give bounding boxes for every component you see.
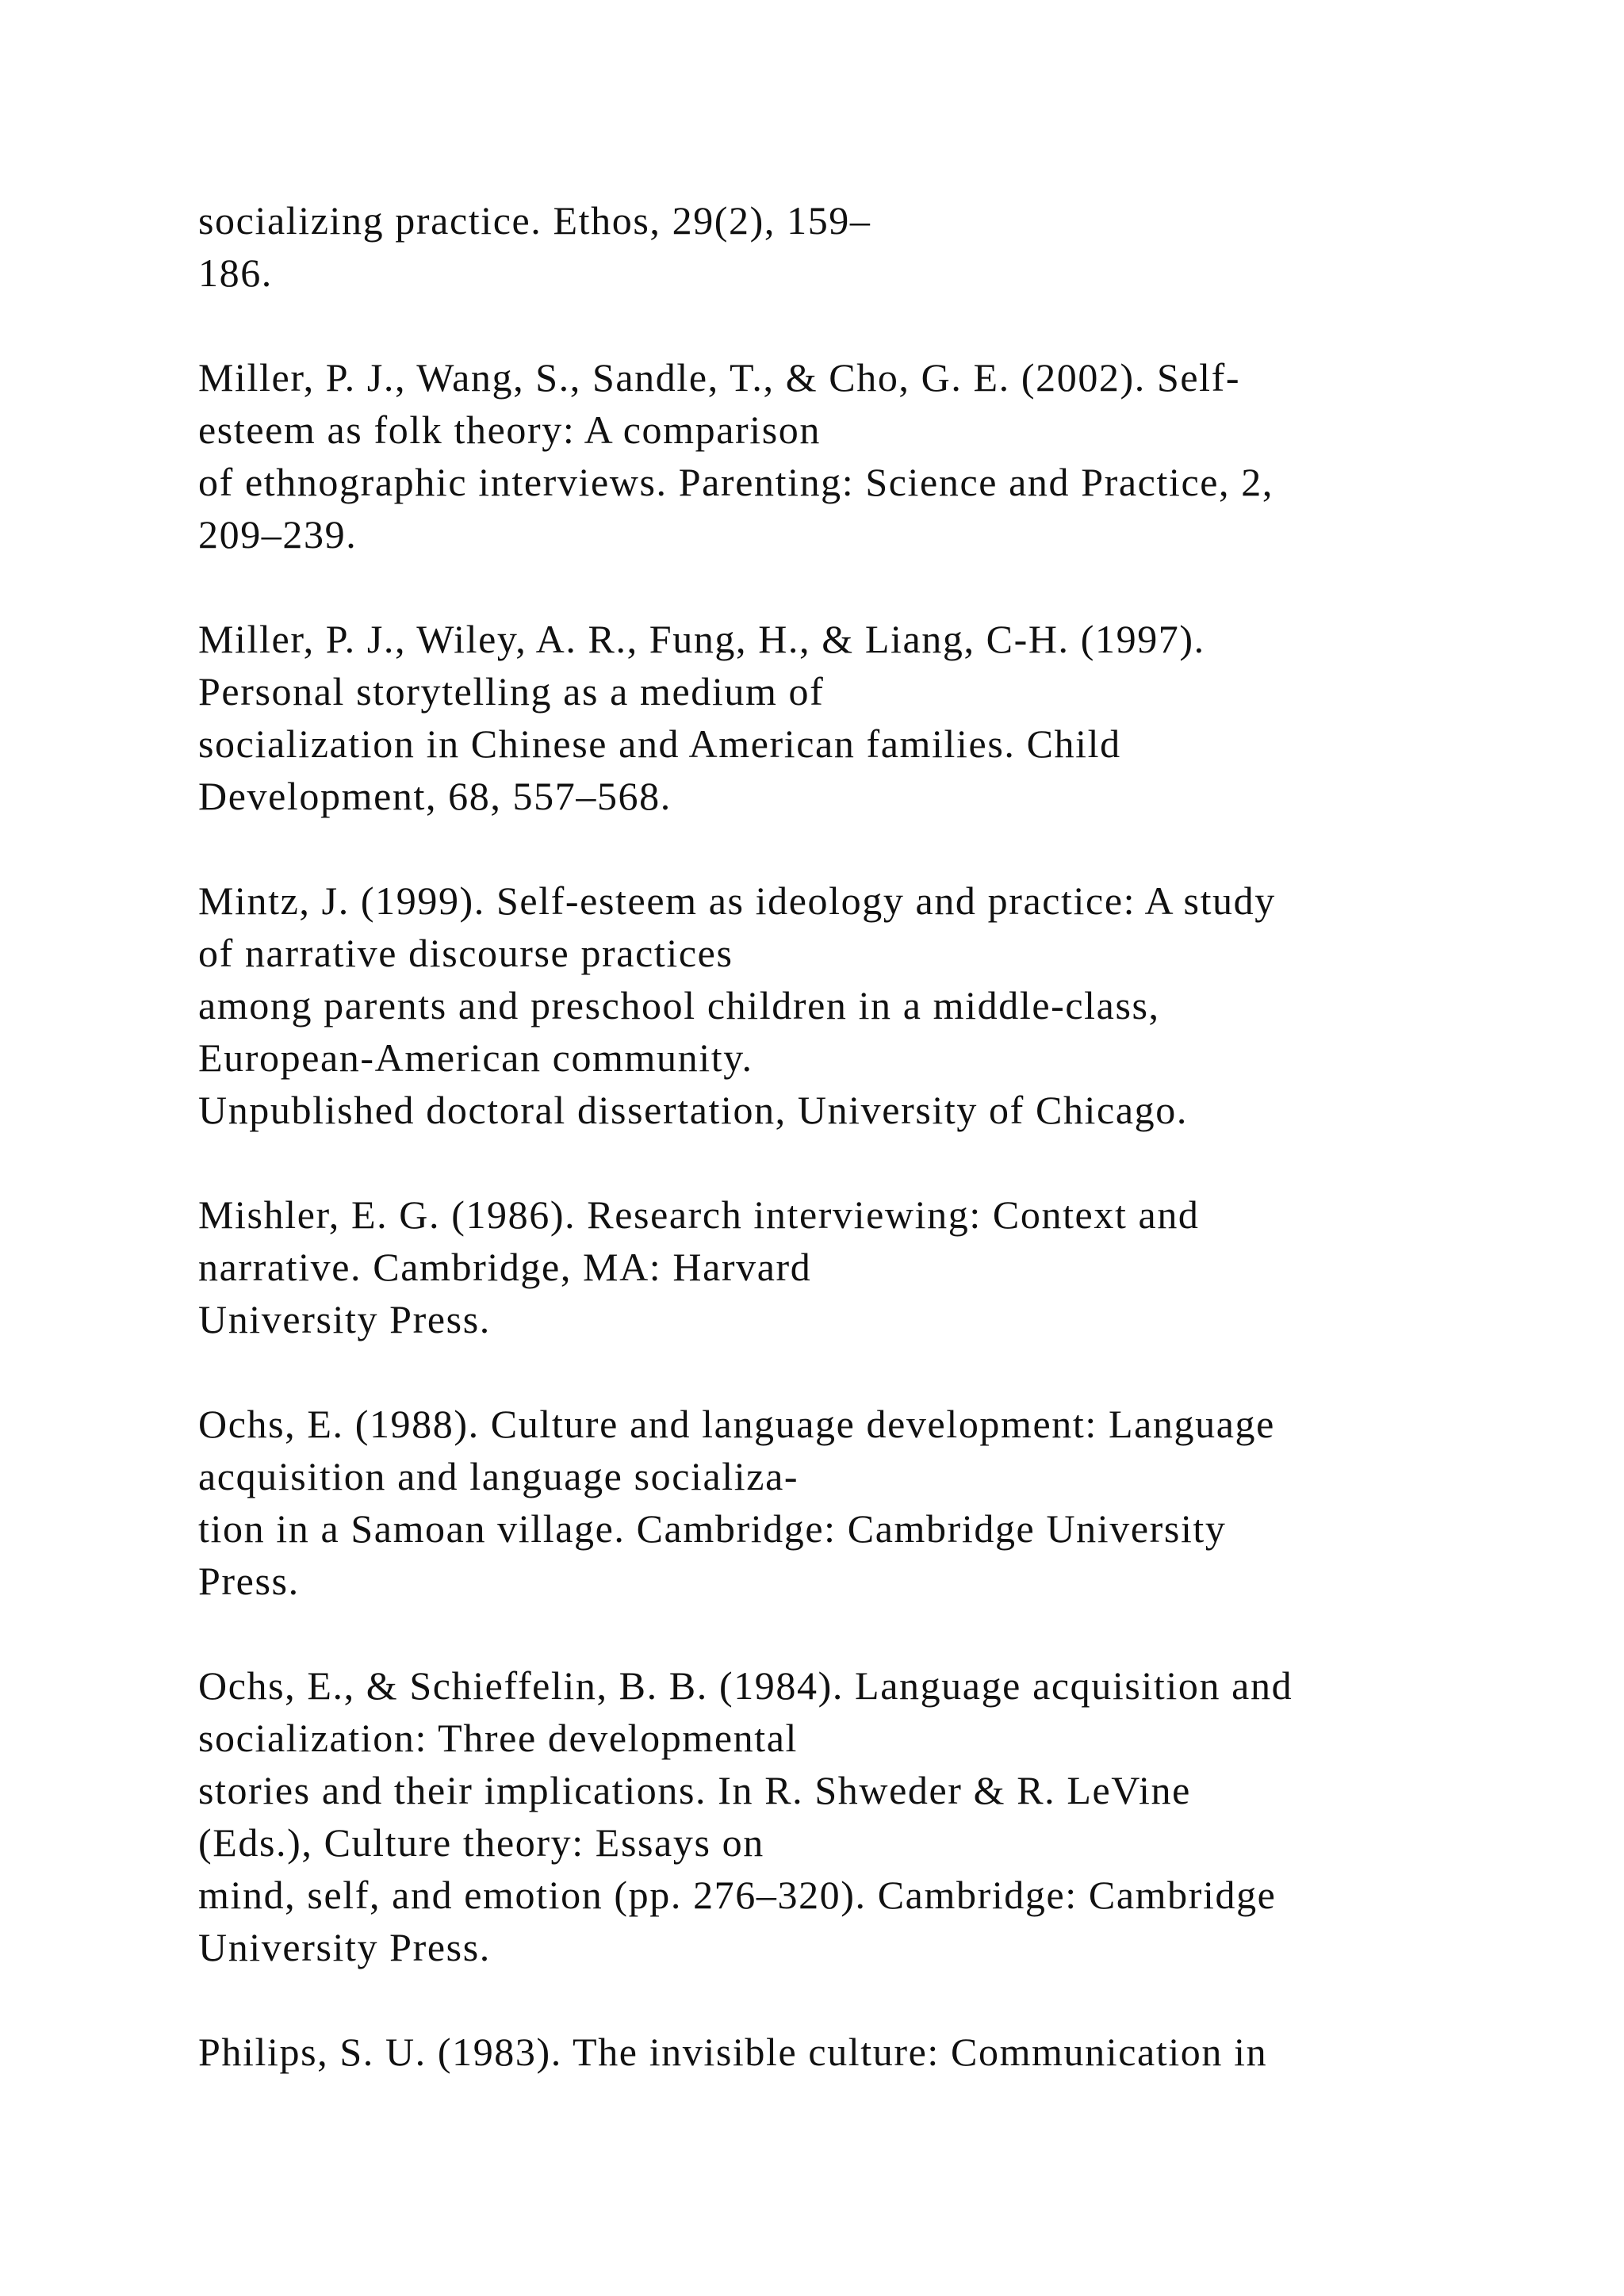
reference-line: Philips, S. U. (1983). The invisible culture: Communication in (198, 2030, 1268, 2074)
reference-line: esteem as folk theory: A comparison (198, 408, 822, 452)
reference-entry (198, 874, 1546, 1136)
reference-entry (198, 1188, 1546, 1345)
reference-line: Miller, P. J., Wiley, A. R., Fung, H., & Liang, C-H. (1997). (198, 617, 1205, 661)
reference-line: Development, 68, 557–568. (198, 774, 672, 818)
reference-line: 186. (198, 251, 273, 295)
reference-line: Mintz, J. (1999). Self-esteem as ideology and practice: A study (198, 878, 1276, 923)
reference-line: tion in a Samoan village. Cambridge: Cambridge University (198, 1506, 1227, 1551)
reference-entry (198, 351, 1546, 561)
reference-line: Miller, P. J., Wang, S., Sandle, T., & Cho, G. E. (2002). Self- (198, 355, 1241, 400)
reference-line: stories and their implications. In R. Shweder & R. LeVine (198, 1768, 1191, 1812)
reference-line: narrative. Cambridge, MA: Harvard (198, 1245, 812, 1289)
reference-entry (198, 613, 1546, 822)
reference-line: University Press. (198, 1925, 491, 1969)
reference-entry (198, 194, 1546, 299)
reference-line: of narrative discourse practices (198, 931, 733, 975)
reference-line: Press. (198, 1559, 300, 1603)
reference-line: Unpublished doctoral dissertation, University of Chicago. (198, 1088, 1188, 1132)
reference-line: 209–239. (198, 512, 358, 557)
reference-line: socialization: Three developmental (198, 1716, 798, 1760)
reference-line: among parents and preschool children in a middle-class, (198, 983, 1160, 1027)
reference-line: socialization in Chinese and American families. Child (198, 721, 1121, 766)
reference-entry (198, 1659, 1546, 1973)
reference-line: acquisition and language socializa- (198, 1454, 799, 1498)
reference-line: European-American community. (198, 1035, 753, 1080)
document-page (198, 194, 1546, 2130)
reference-line: Ochs, E., & Schieffelin, B. B. (1984). Language acquisition and (198, 1663, 1293, 1708)
reference-line: Mishler, E. G. (1986). Research interviewing: Context and (198, 1192, 1200, 1237)
reference-entry (198, 1398, 1546, 1607)
reference-line: Ochs, E. (1988). Culture and language development: Language (198, 1402, 1275, 1446)
reference-line: Personal storytelling as a medium of (198, 669, 825, 714)
reference-line: mind, self, and emotion (pp. 276–320). Cambridge: Cambridge (198, 1873, 1277, 1917)
reference-line: University Press. (198, 1297, 491, 1341)
reference-line: (Eds.), Culture theory: Essays on (198, 1820, 764, 1865)
reference-entry (198, 2026, 1546, 2078)
reference-line: socializing practice. Ethos, 29(2), 159– (198, 198, 871, 243)
reference-line: of ethnographic interviews. Parenting: Science and Practice, 2, (198, 460, 1274, 504)
